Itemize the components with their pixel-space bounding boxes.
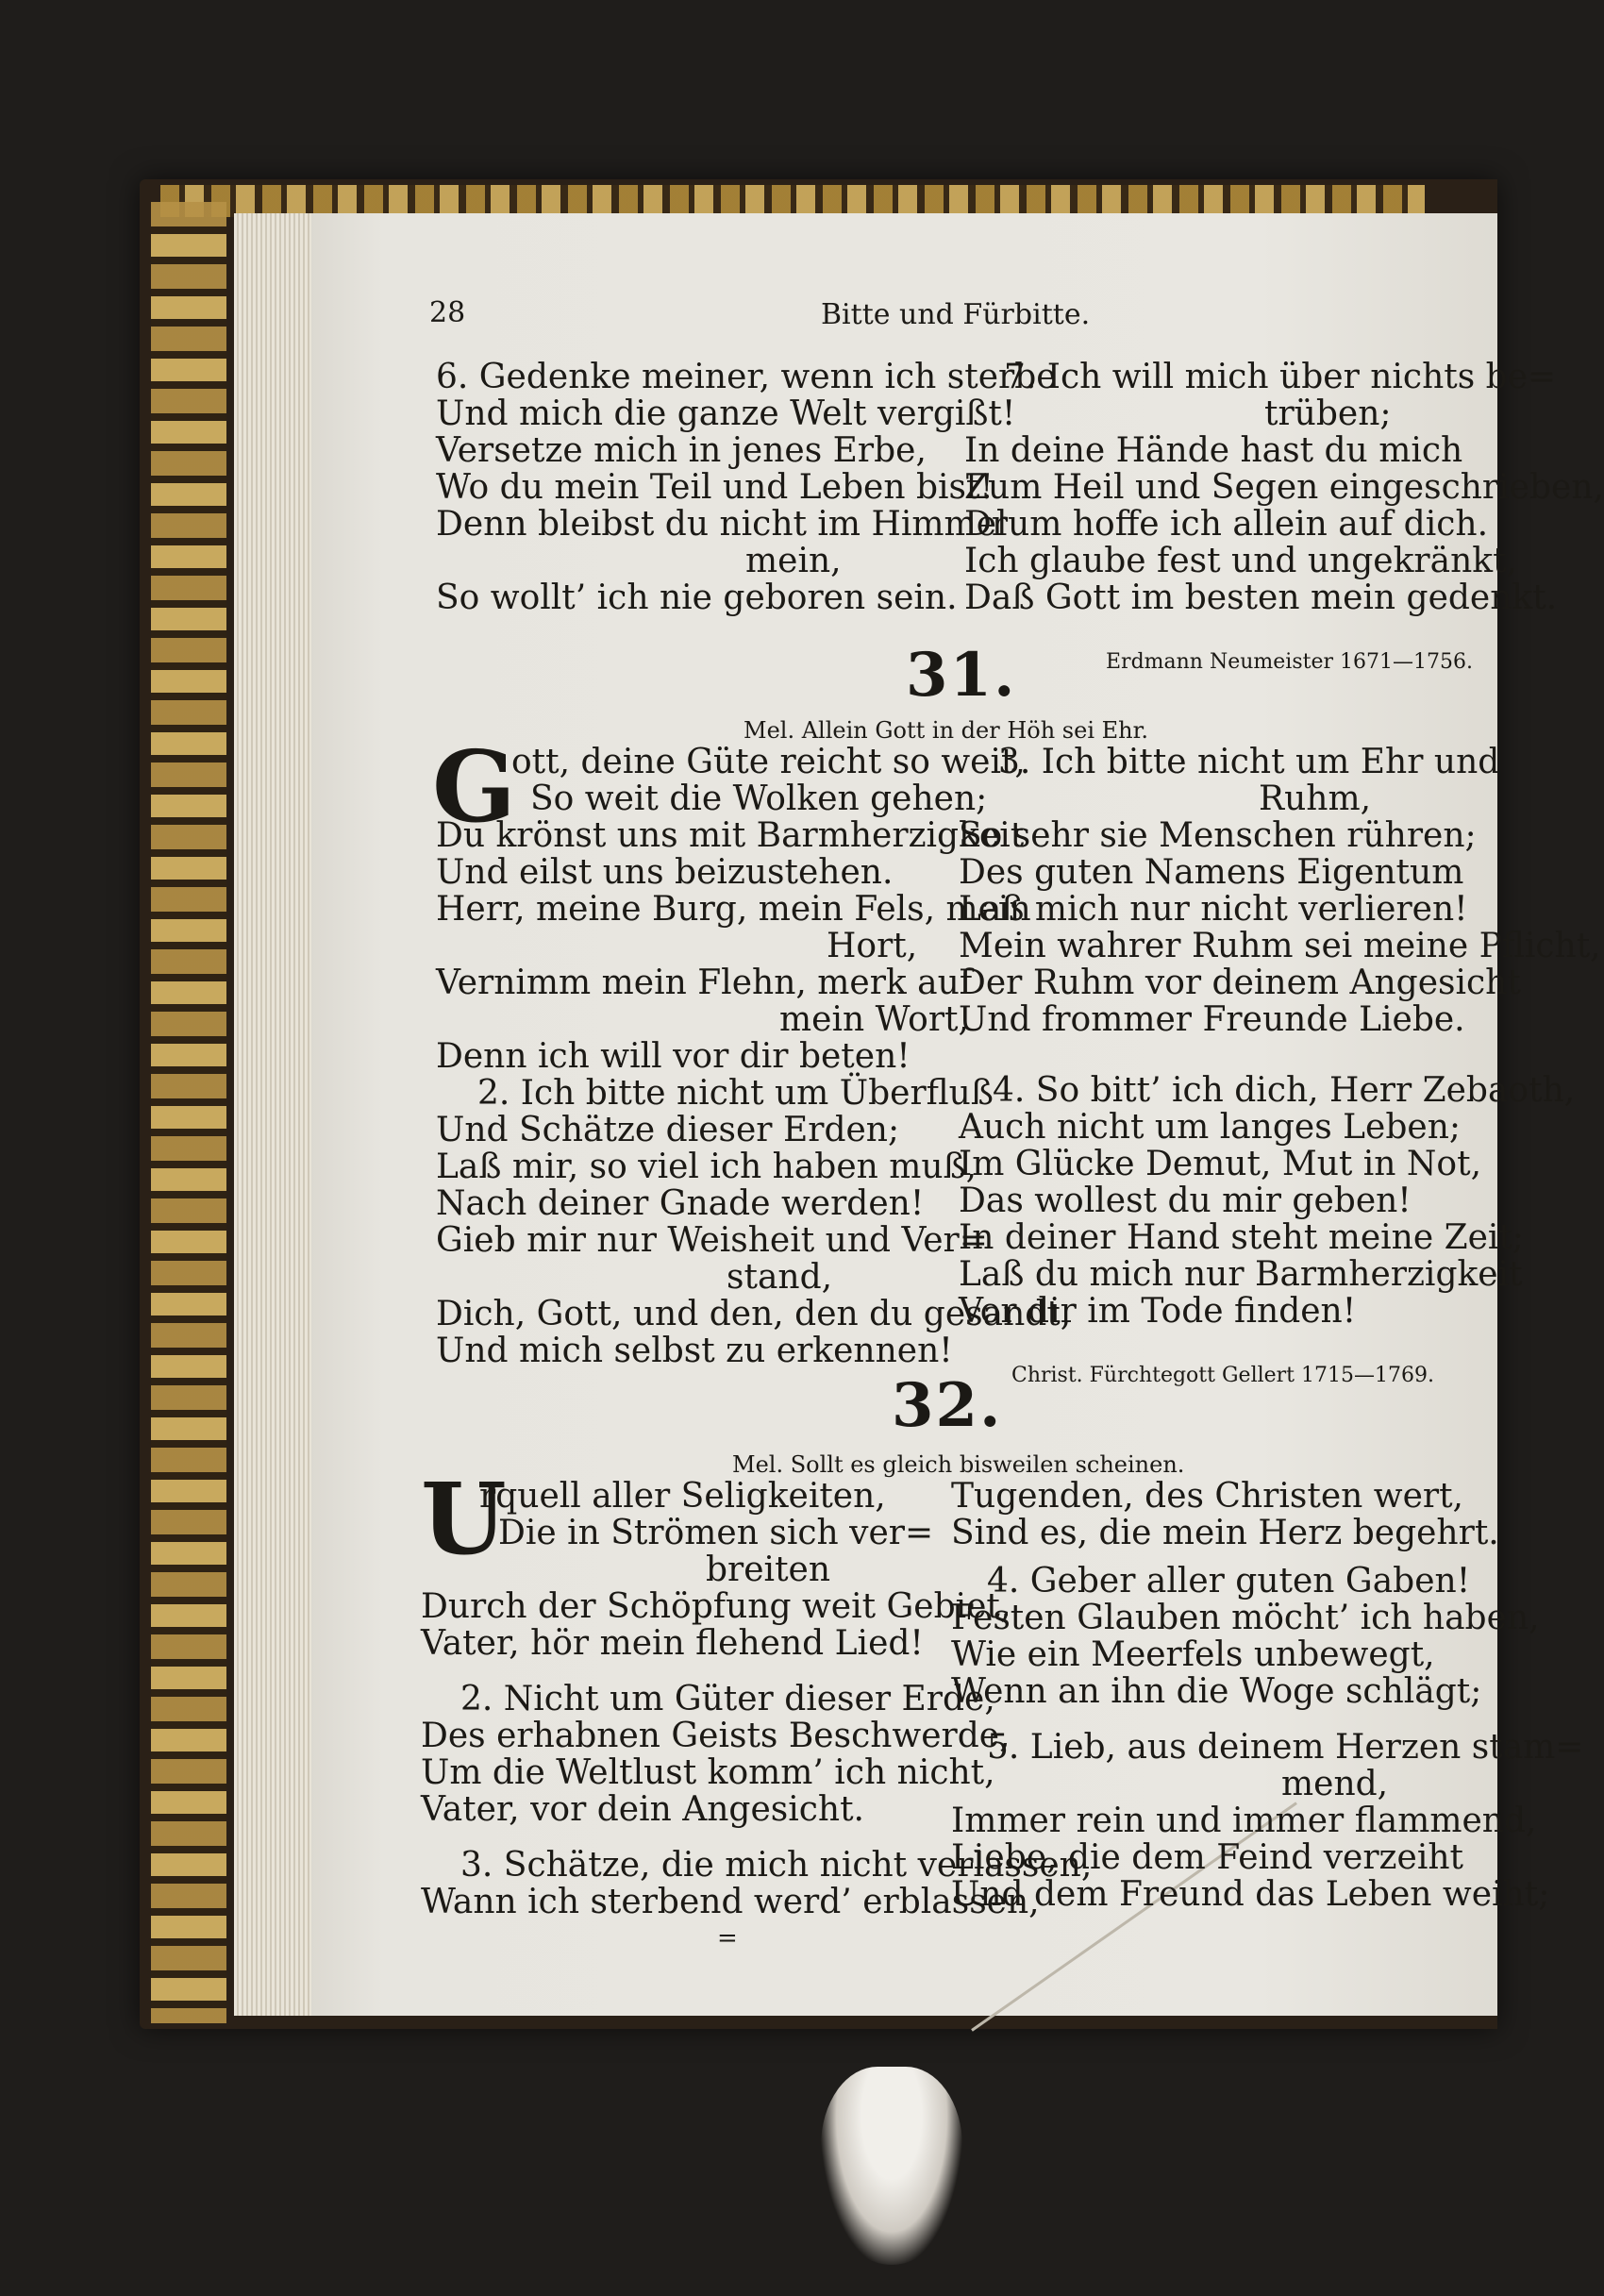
verse-line: Und mich selbst zu erkennen!	[436, 1332, 953, 1370]
verse-line: Denn ich will vor dir beten!	[436, 1037, 911, 1076]
verse-line: Vernimm mein Flehn, merk auf	[436, 964, 973, 1002]
verse-line: 4. Geber aller guten Gaben!	[987, 1562, 1471, 1600]
verse-line: Drum hoffe ich allein auf dich.	[964, 505, 1489, 544]
verse-line: In deine Hände hast du mich	[964, 431, 1463, 470]
verse-line: Des guten Namens Eigentum	[959, 853, 1464, 892]
verse-line: trüben;	[1264, 394, 1392, 433]
verse-line: Hort,	[827, 927, 918, 965]
verse-line: Des erhabnen Geists Beschwerde,	[421, 1717, 1011, 1755]
verse-line: Zum Heil und Segen eingeschrieben,	[964, 468, 1604, 507]
verse-line: Gieb mir nur Weisheit und Ver=	[436, 1221, 988, 1260]
verse-line: mend,	[1281, 1765, 1389, 1803]
verse-line: Laß du mich nur Barmherzigkeit	[959, 1255, 1523, 1294]
verse-line: mein Wort,	[779, 1000, 969, 1039]
hymn-32-number: 32.	[892, 1370, 1003, 1441]
verse-line: Wann ich sterbend werd’ erblassen,	[421, 1883, 1040, 1921]
verse-line: Wie ein Meerfels unbewegt,	[951, 1635, 1435, 1674]
verse-line: Und Schätze dieser Erden;	[436, 1111, 900, 1149]
verse-line: Um die Weltlust komm’ ich nicht,	[421, 1753, 995, 1792]
verse-line: So sehr sie Menschen rühren;	[959, 816, 1477, 855]
verse-line: Liebe, die dem Feind verzeiht	[951, 1838, 1463, 1877]
verse-line: 2. Nicht um Güter dieser Erde,	[460, 1680, 995, 1718]
verse-line: breiten	[706, 1550, 831, 1589]
verse-line: 4. So bitt’ ich dich, Herr Zebaoth,	[993, 1071, 1576, 1110]
verse-line: Sind es, die mein Herz begehrt.	[951, 1514, 1499, 1552]
verse-line: Laß mir, so viel ich haben muß,	[436, 1148, 977, 1186]
verse-line: Festen Glauben möcht’ ich haben,	[951, 1599, 1540, 1637]
verse-line: Und frommer Freunde Liebe.	[959, 1000, 1465, 1039]
page-edges	[234, 213, 315, 2016]
verse-line: mein,	[745, 542, 842, 580]
verse-line: Durch der Schöpfung weit Gebiet,	[421, 1587, 1011, 1626]
verse-line: Dich, Gott, und den, den du gesandt,	[436, 1295, 1072, 1333]
verse-line: Das wollest du mir geben!	[959, 1182, 1412, 1220]
hymn-31-author: Christ. Fürchtegott Gellert 1715—1769.	[1011, 1364, 1434, 1387]
hymn-31-number: 31.	[906, 640, 1017, 711]
gilt-border-top	[160, 185, 1425, 217]
verse-line: Denn bleibst du nicht im Himmel	[436, 505, 1008, 544]
verse-line: rquell aller Seligkeiten,	[479, 1477, 886, 1516]
verse-line: Mein wahrer Ruhm sei meine Pflicht,	[959, 927, 1601, 965]
gilt-border-left	[151, 202, 226, 2023]
verse-line: 3. Ich bitte nicht um Ehr und	[998, 743, 1500, 781]
verse-line: Vater, hör mein flehend Lied!	[421, 1624, 924, 1663]
verse-line: ott, deine Güte reicht so weit,	[511, 743, 1026, 781]
hymn-31-drop-cap: G	[432, 729, 516, 845]
verse-line: Auch nicht um langes Leben;	[959, 1108, 1462, 1147]
verse-line: Wenn an ihn die Woge schlägt;	[951, 1672, 1482, 1711]
verse-line: 6. Gedenke meiner, wenn ich sterbe	[436, 358, 1057, 396]
verse-line: Daß Gott im besten mein gedenkt.	[964, 578, 1558, 617]
verse-line: So wollt’ ich nie geboren sein.	[436, 578, 958, 617]
hymn-30-author: Erdmann Neumeister 1671—1756.	[1106, 650, 1473, 674]
verse-line: Wo du mein Teil und Leben bist!	[436, 468, 994, 507]
verse-line: Versetze mich in jenes Erbe,	[436, 431, 927, 470]
verse-line: Der Ruhm vor deinem Angesicht	[959, 964, 1521, 1002]
hymn-32-melody: Mel. Sollt es gleich bisweilen scheinen.	[732, 1451, 1185, 1478]
verse-line: stand,	[727, 1258, 833, 1297]
verse-line: In deiner Hand steht meine Zeit;	[959, 1218, 1525, 1257]
verse-line: Vor dir im Tode finden!	[959, 1292, 1357, 1331]
verse-line: Immer rein und immer flammend,	[951, 1802, 1537, 1840]
verse-line: 5. Lieb, aus deinem Herzen stam=	[987, 1728, 1584, 1767]
verse-line: Im Glücke Demut, Mut in Not,	[959, 1145, 1482, 1183]
verse-line: So weit die Wolken gehen;	[530, 779, 988, 818]
verse-line: Nach deiner Gnade werden!	[436, 1184, 925, 1223]
verse-line: Und dem Freund das Leben weiht;	[951, 1875, 1550, 1914]
verse-line: Tugenden, des Christen wert,	[951, 1477, 1463, 1516]
verse-line: Vater, vor dein Angesicht.	[421, 1790, 865, 1829]
running-title: Bitte und Fürbitte.	[821, 298, 1091, 331]
verse-line: 2. Ich bitte nicht um Überfluß	[477, 1074, 994, 1113]
hymn-31-melody: Mel. Allein Gott in der Höh sei Ehr.	[744, 717, 1149, 744]
bookmark-tassel	[821, 2067, 962, 2265]
verse-line: Die in Strömen sich ver=	[498, 1514, 934, 1552]
verse-line: Du krönst uns mit Barmherzigkeit	[436, 816, 1025, 855]
verse-line: Und eilst uns beizustehen.	[436, 853, 894, 892]
catchword: =	[717, 1924, 738, 1952]
verse-line: Laß mich nur nicht verlieren!	[959, 890, 1468, 929]
verse-line: Ruhm,	[1259, 779, 1372, 818]
verse-line: 7. Ich will mich über nichts be=	[1004, 358, 1557, 396]
page-number: 28	[429, 296, 466, 329]
verse-line: Und mich die ganze Welt vergißt!	[436, 394, 1016, 433]
verse-line: Herr, meine Burg, mein Fels, mein	[436, 890, 1031, 929]
verse-line: Ich glaube fest und ungekränkt,	[964, 542, 1518, 580]
verse-line: 3. Schätze, die mich nicht verlassen,	[460, 1846, 1093, 1885]
hymn-32-drop-cap: U	[421, 1461, 507, 1577]
